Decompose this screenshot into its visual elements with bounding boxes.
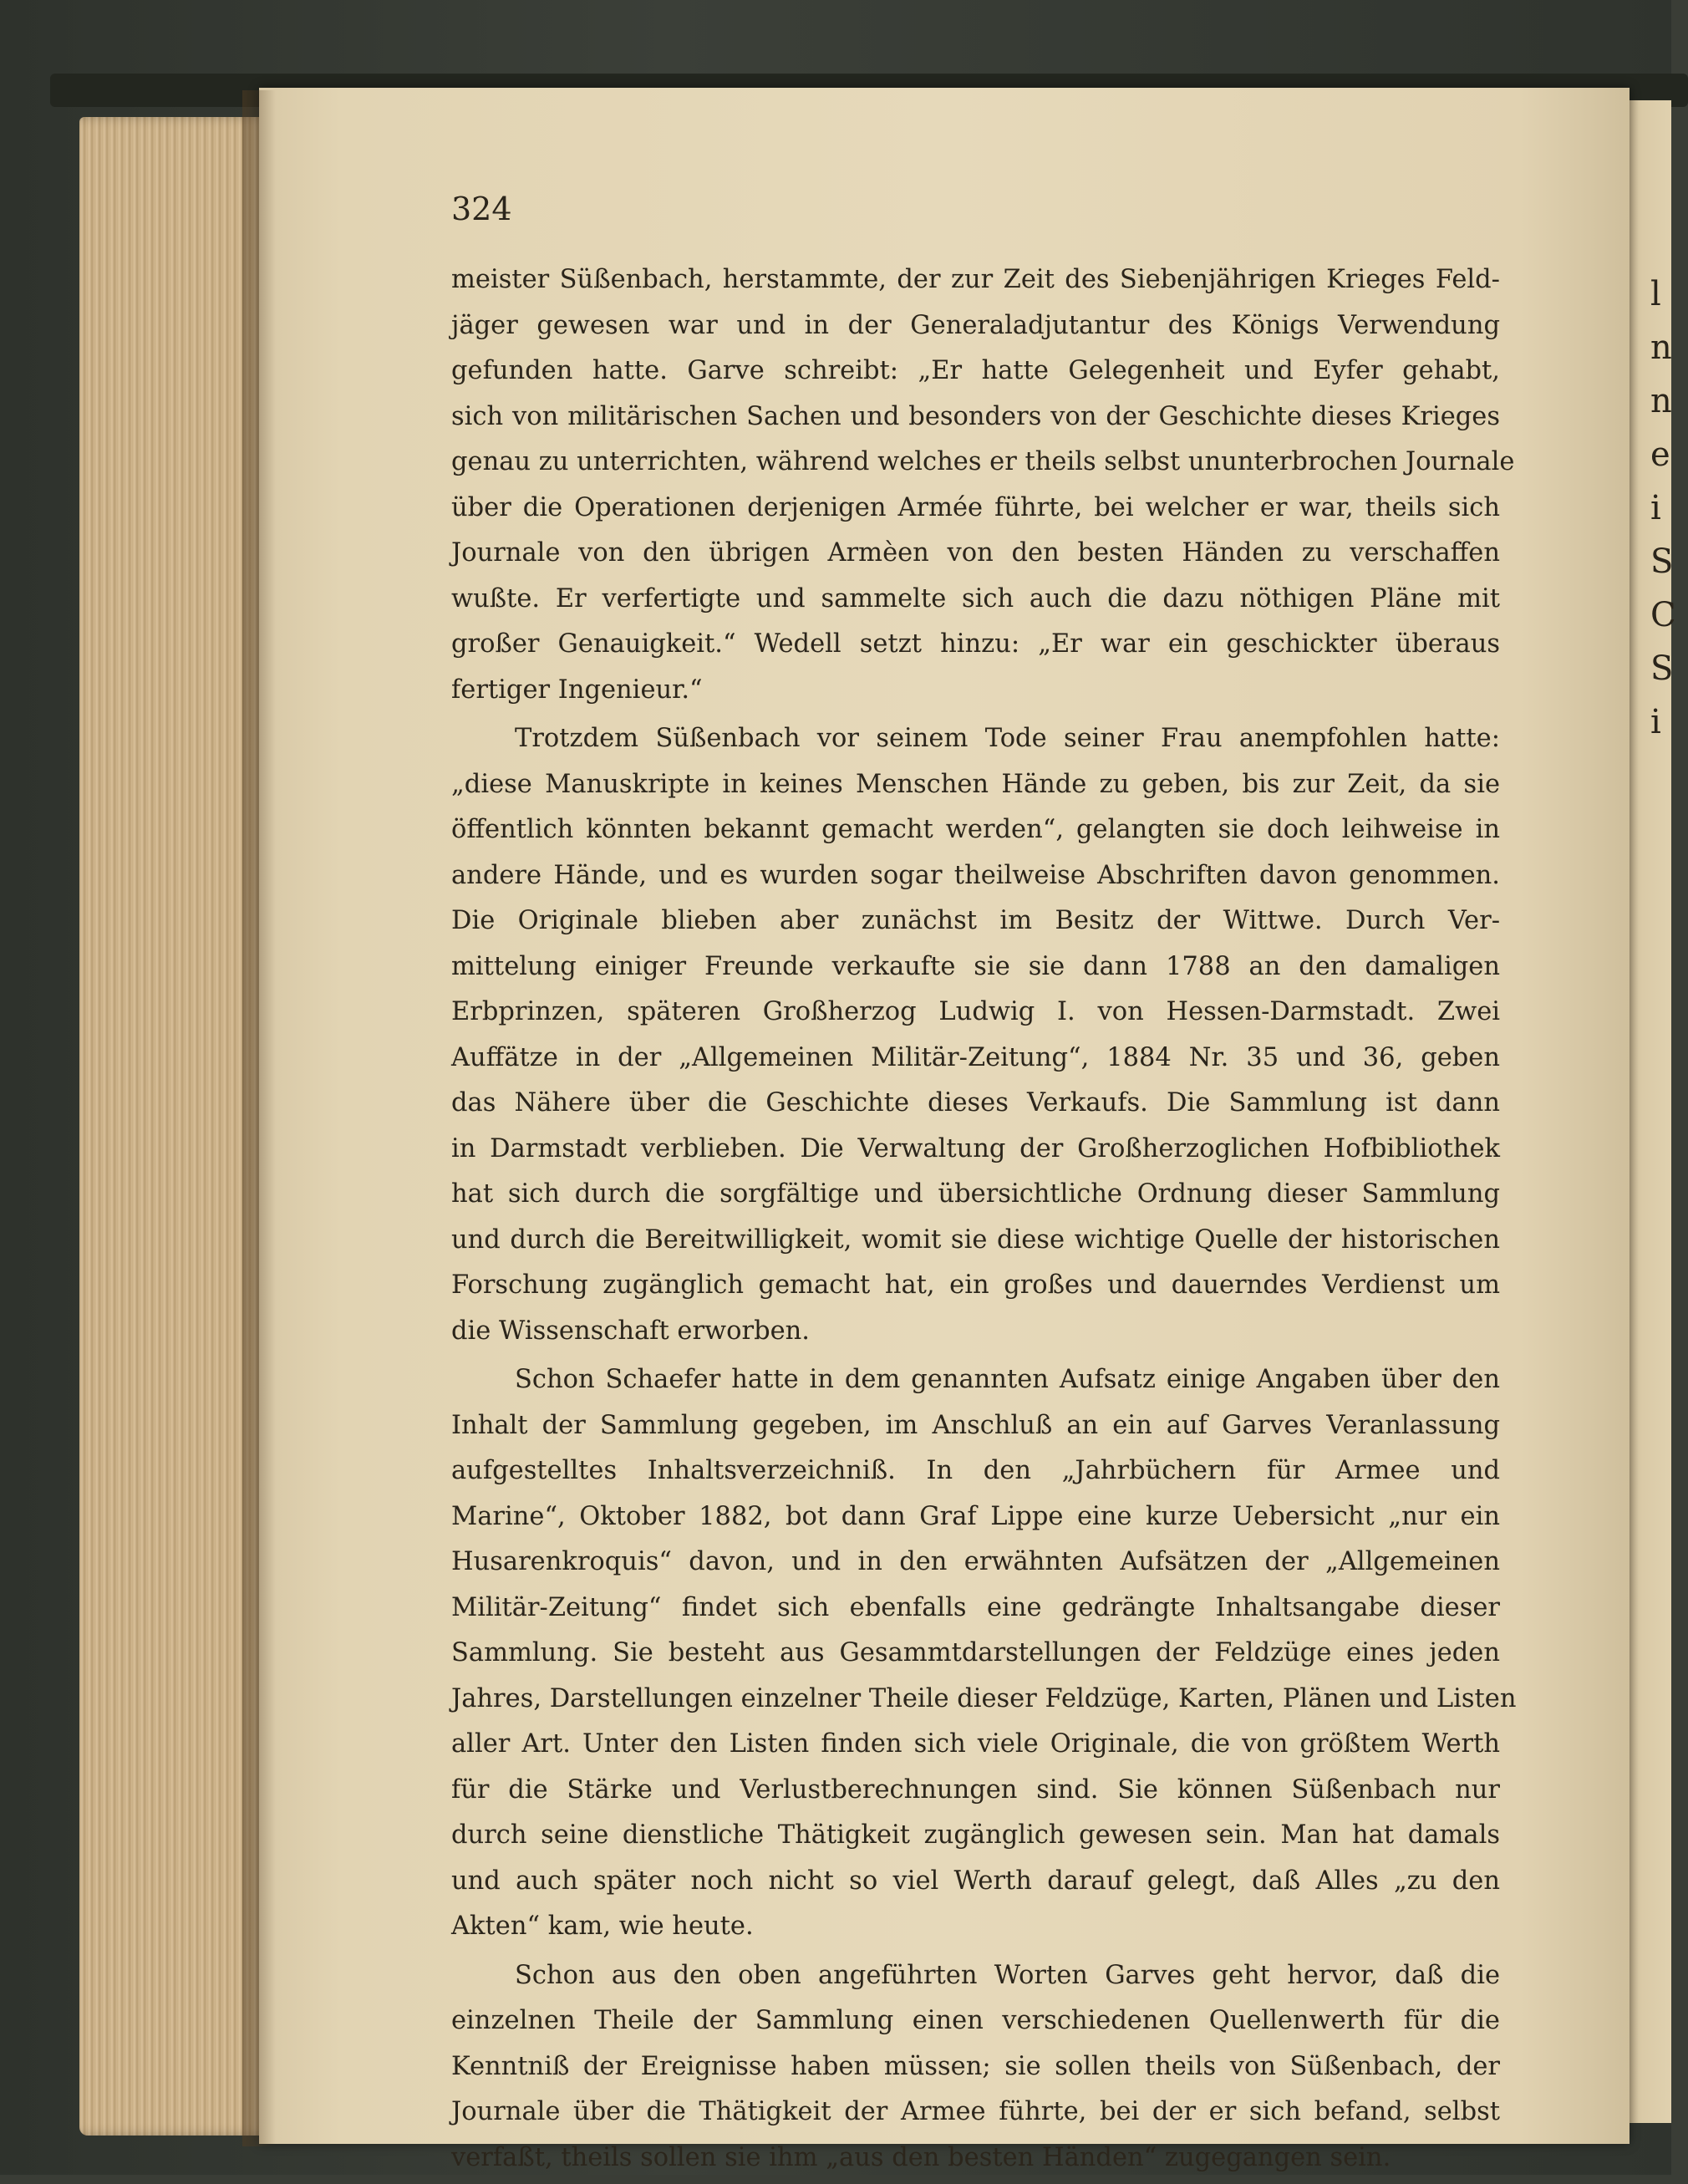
text-line: und auch später noch nicht so viel Werth darauf gelegt, daß Alles „zu den: [451, 1866, 1500, 1896]
text-line: „diese Manuskripte in keines Menschen Hände zu geben, bis zur Zeit, da sie: [451, 769, 1500, 799]
facing-letter: i: [1650, 703, 1661, 741]
text-line: Marine“, Oktober 1882, bot dann Graf Lippe eine kurze Uebersicht „nur ein: [451, 1501, 1500, 1531]
text-line: einzelnen Theile der Sammlung einen verschiedenen Quellenwerth für die: [451, 2006, 1500, 2035]
text-line: Jahres, Darstellungen einzelner Theile dieser Feldzüge, Karten, Plänen und Listen: [451, 1683, 1517, 1713]
text-line: gefunden hatte. Garve schreibt: „Er hatte Gelegenheit und Eyfer gehabt,: [451, 356, 1500, 385]
facing-letter: C: [1650, 596, 1676, 634]
text-line: Erbprinzen, späteren Großherzog Ludwig I. von Hessen-Darmstadt. Zwei: [451, 997, 1500, 1026]
text-line: Sammlung. Sie besteht aus Gesammtdarstellungen der Feldzüge eines jeden: [451, 1638, 1500, 1667]
text-line: Schon aus den oben angeführten Worten Garves geht hervor, daß die: [515, 1960, 1500, 1990]
text-line: hat sich durch die sorgfältige und übersichtliche Ordnung dieser Sammlung: [451, 1179, 1500, 1209]
facing-letter: S: [1650, 649, 1674, 688]
paragraph: [451, 257, 1515, 713]
text-line: andere Hände, und es wurden sogar theilweise Abschriften davon genommen.: [451, 860, 1500, 890]
text-line: über die Operationen derjenigen Armée führte, bei welcher er war, theils sich: [451, 492, 1500, 522]
text-line: Akten“ kam, wie heute.: [451, 1912, 754, 1941]
text-line: und durch die Bereitwilligkeit, womit sie diese wichtige Quelle der historischen: [451, 1224, 1500, 1255]
text-line: genau zu unterrichten, während welches er theils selbst ununterbrochen Journale: [451, 447, 1515, 476]
paragraph: [451, 1357, 1517, 1950]
text-line: Militär-Zeitung“ findet sich ebenfalls eine gedrängte Inhaltsangabe dieser: [451, 1592, 1500, 1622]
spine-shadow: [242, 90, 276, 2146]
text-line: Die Originale blieben aber zunächst im Besitz der Wittwe. Durch Ver-: [451, 906, 1500, 935]
paragraph: [451, 1953, 1500, 2181]
text-line: Auffätze in der „Allgemeinen Militär-Zeitung“, 1884 Nr. 35 und 36, geben: [451, 1042, 1500, 1072]
text-line: jäger gewesen war und in der Generaladjutantur des Königs Verwendung: [451, 310, 1500, 340]
text-line: Journale über die Thätigkeit der Armee führte, bei der er sich befand, selbst: [451, 2097, 1500, 2126]
text-line: durch seine dienstliche Thätigkeit zugänglich gewesen sein. Man hat damals: [451, 1820, 1500, 1850]
facing-letter: i: [1650, 489, 1661, 527]
facing-letter: e: [1650, 435, 1670, 474]
text-line: meister Süßenbach, herstammte, der zur Zeit des Siebenjährigen Krieges Feld-: [451, 265, 1500, 294]
facing-page-letters: [1650, 267, 1676, 749]
text-line: großer Genauigkeit.“ Wedell setzt hinzu: „Er war ein geschickter überaus: [451, 629, 1500, 659]
text-line: sich von militärischen Sachen und besonders von der Geschichte dieses Krieges: [451, 401, 1500, 431]
facing-letter: n: [1650, 382, 1672, 420]
text-line: fertiger Ingenieur.“: [451, 675, 703, 705]
text-line: Forschung zugänglich gemacht hat, ein großes und dauerndes Verdienst um: [451, 1270, 1500, 1300]
text-line: Trotzdem Süßenbach vor seinem Tode seiner Frau anempfohlen hatte:: [515, 724, 1500, 753]
text-line: Husarenkroquis“ davon, und in den erwähnten Aufsätzen der „Allgemeinen: [451, 1547, 1500, 1576]
text-line: in Darmstadt verblieben. Die Verwaltung der Großherzoglichen Hofbibliothek: [451, 1133, 1500, 1163]
text-line: Kenntniß der Ereignisse haben müssen; sie sollen theils von Süßenbach, der: [451, 2051, 1500, 2081]
text-line: Inhalt der Sammlung gegeben, im Anschluß an ein auf Garves Veranlassung: [451, 1410, 1500, 1440]
text-line: für die Stärke und Verlustberechnungen sind. Sie können Süßenbach nur: [451, 1774, 1500, 1805]
text-line: verfaßt, theils sollen sie ihm „aus den besten Händen“ zugegangen sein.: [451, 2142, 1391, 2172]
text-line: Journale von den übrigen Armèen von den besten Händen zu verschaffen: [451, 538, 1500, 568]
text-line: Schon Schaefer hatte in dem genannten Aufsatz einige Angaben über den: [515, 1365, 1500, 1394]
text-line: mittelung einiger Freunde verkaufte sie sie dann 1788 an den damaligen: [451, 951, 1500, 981]
text-line: öffentlich könnten bekannt gemacht werden“, gelangten sie doch leihweise in: [451, 815, 1500, 844]
facing-letter: n: [1650, 328, 1672, 367]
paragraph: [451, 716, 1500, 1354]
facing-letter: S: [1650, 542, 1674, 581]
page-number: 324: [451, 191, 512, 227]
facing-letter: l: [1650, 275, 1661, 313]
text-line: aller Art. Unter den Listen finden sich viele Originale, die von größtem Werth: [451, 1729, 1500, 1759]
text-line: die Wissenschaft erworben.: [451, 1316, 810, 1346]
text-line: wußte. Er verfertigte und sammelte sich auch die dazu nöthigen Pläne mit: [451, 583, 1500, 613]
body-text: [451, 257, 1517, 2184]
text-line: das Nähere über die Geschichte dieses Verkaufs. Die Sammlung ist dann: [451, 1088, 1500, 1117]
text-line: aufgestelltes Inhaltsverzeichniß. In den „Jahrbüchern für Armee und: [451, 1456, 1500, 1485]
